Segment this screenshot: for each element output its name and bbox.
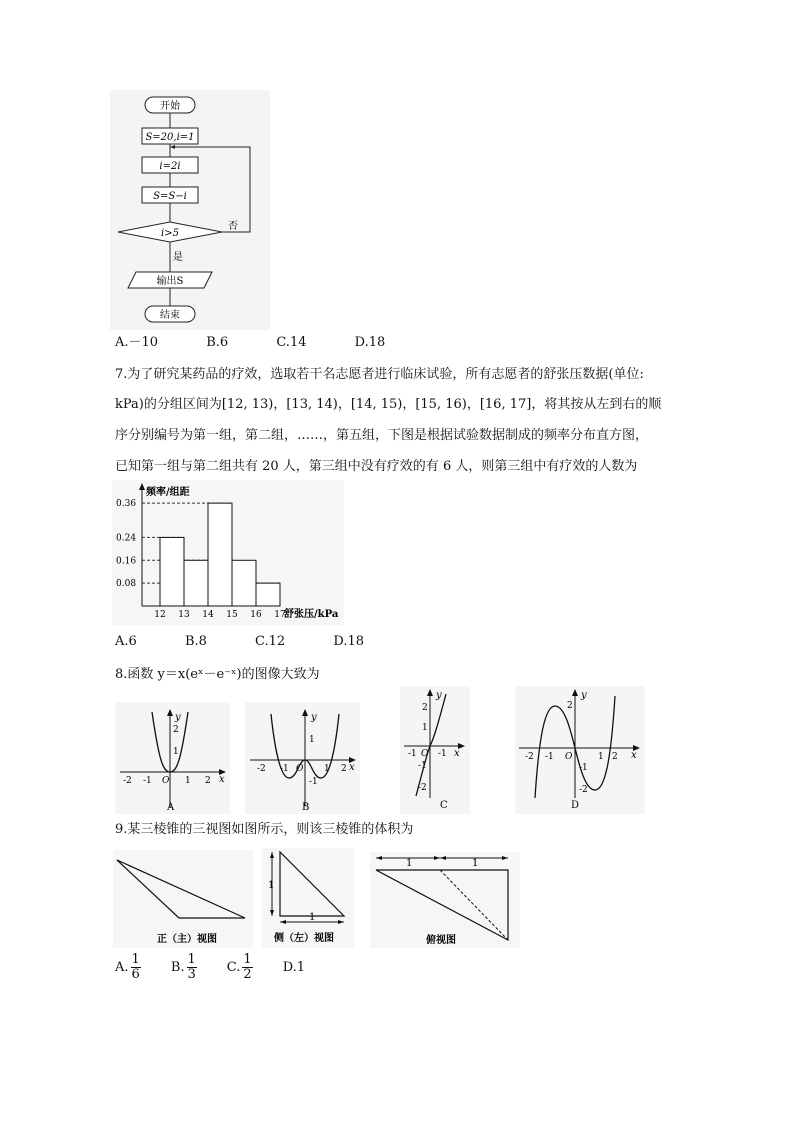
hist-xtick-label: 17	[274, 610, 286, 620]
top-view	[370, 852, 520, 948]
svg-text:O: O	[421, 749, 429, 759]
q6-option-b: B.6	[206, 335, 229, 350]
svg-text:1: 1	[268, 880, 275, 891]
svg-text:-1: -1	[579, 763, 588, 773]
flow-end-label: 结束	[160, 310, 180, 321]
q7-question	[115, 362, 785, 484]
flow-condition-label: i>5	[161, 228, 179, 239]
q9-option-a: A. $\frac{1}{6}$	[115, 952, 140, 982]
hist-bar-3	[208, 503, 232, 606]
hist-xtick-label: 12	[154, 610, 166, 620]
front-view-label: 正（主）视图	[157, 934, 217, 945]
svg-text:-1: -1	[309, 777, 318, 787]
top-view-label: 俯视图	[426, 935, 456, 946]
svg-text:y: y	[581, 690, 587, 701]
q7-line-2: kPa)的分组区间为[12, 13)，[13, 14)，[14, 15)，[15, 16)，[16, 17]，将其按从左到右的顺	[115, 397, 662, 412]
hist-xtick-label: 15	[226, 610, 238, 620]
svg-text:-1: -1	[143, 776, 152, 786]
q7-option-a: A.6	[115, 634, 137, 649]
svg-text:2: 2	[422, 703, 428, 713]
hist-xtick-label: 16	[250, 610, 262, 620]
hist-y-label: 频率/组距	[146, 487, 190, 498]
hist-bar-4	[232, 560, 256, 606]
svg-text:1: 1	[472, 858, 479, 869]
hist-xtick-label: 13	[178, 610, 190, 620]
graph-c	[400, 686, 470, 814]
hist-bar-2	[184, 560, 208, 606]
graph-a	[115, 702, 230, 814]
svg-text:2: 2	[205, 776, 211, 786]
side-view	[262, 848, 354, 948]
svg-text:1: 1	[324, 764, 330, 774]
svg-text:1: 1	[309, 735, 315, 745]
svg-text:-2: -2	[123, 776, 132, 786]
front-view	[113, 850, 253, 948]
graph-d	[515, 686, 645, 814]
flow-start-label: 开始	[160, 101, 180, 112]
svg-text:-2: -2	[525, 752, 534, 762]
svg-text:y: y	[175, 712, 181, 723]
svg-text:x: x	[349, 762, 355, 773]
svg-text:-1: -1	[545, 752, 554, 762]
svg-text:O: O	[565, 752, 573, 762]
flow-no-label: 否	[228, 221, 238, 232]
q7-option-d: D.18	[333, 634, 364, 649]
svg-text:2: 2	[341, 764, 347, 774]
flowchart	[110, 90, 270, 330]
svg-text:2: 2	[173, 725, 179, 735]
q6-option-a: A.－10	[115, 335, 159, 350]
q7-line-1: 7.为了研究某药品的疗效，选取若干名志愿者进行临床试验，所有志愿者的舒张压数据(单位:	[115, 367, 644, 382]
svg-text:-1: -1	[408, 749, 417, 759]
svg-text:O: O	[296, 764, 304, 774]
hist-bar-1	[160, 537, 184, 606]
svg-text:x: x	[631, 750, 637, 761]
flow-yes-label: 是	[173, 252, 183, 263]
hist-bar-5	[256, 583, 280, 606]
q8-question: 8.函数 y＝x(eˣ－e⁻ˣ)的图像大致为	[115, 667, 320, 682]
svg-text:-1: -1	[280, 764, 289, 774]
q6-option-d: D.18	[354, 335, 386, 350]
q9-options	[115, 953, 305, 982]
hist-ytick-label: 0.36	[116, 499, 137, 510]
graph-c-label: C	[440, 800, 448, 811]
svg-text:1: 1	[598, 752, 604, 762]
hist-x-label: 舒张压/kPa	[284, 609, 339, 620]
graph-d-label: D	[571, 800, 580, 811]
q6-options	[115, 331, 429, 350]
svg-text:1: 1	[422, 723, 428, 733]
svg-text:2: 2	[612, 752, 618, 762]
graph-b-label: B	[302, 802, 310, 813]
hist-ytick-label: 0.16	[116, 556, 137, 567]
q6-option-c: C.14	[276, 335, 307, 350]
hist-xtick-label: 14	[202, 610, 214, 620]
q9-option-b: B. $\frac{1}{3}$	[170, 952, 196, 982]
q7-option-c: C.12	[255, 634, 286, 649]
q7-option-b: B.8	[184, 634, 207, 649]
svg-text:O: O	[162, 776, 170, 786]
graph-b	[245, 702, 360, 814]
side-view-label: 侧（左）视图	[274, 933, 334, 944]
svg-text:1: 1	[173, 747, 179, 757]
flow-init-label: S=20,i=1	[145, 132, 195, 143]
svg-text:y: y	[311, 712, 317, 723]
graph-a-label: A	[167, 802, 175, 813]
q9-question: 9.某三棱锥的三视图如图所示，则该三棱锥的体积为	[115, 822, 414, 837]
svg-text:-2: -2	[579, 785, 588, 795]
svg-text:-1: -1	[438, 749, 447, 759]
svg-text:y: y	[436, 690, 442, 701]
svg-text:-1: -1	[418, 761, 427, 771]
svg-text:x: x	[454, 748, 460, 759]
hist-ytick-label: 0.08	[116, 579, 137, 590]
svg-text:-2: -2	[257, 764, 266, 774]
hist-ytick-label: 0.24	[116, 533, 137, 544]
svg-text:-2: -2	[418, 783, 427, 793]
svg-text:1: 1	[406, 858, 413, 869]
svg-text:1: 1	[185, 776, 191, 786]
svg-text:1: 1	[309, 912, 316, 923]
q9-option-d: D.1	[282, 960, 306, 975]
frequency-histogram	[112, 480, 344, 625]
q7-line-4: 已知第一组与第二组共有 20 人，第三组中没有疗效的有 6 人，则第三组中有疗效的人数为	[115, 459, 638, 474]
q7-options	[115, 634, 408, 649]
flow-step-double-i-label: i=2i	[159, 161, 181, 172]
flow-output-label: 输出S	[156, 276, 184, 287]
q7-line-3: 序分别编号为第一组，第二组，……，第五组，下图是根据试验数据制成的频率分布直方图，	[115, 428, 649, 443]
svg-text:x: x	[219, 774, 225, 785]
q9-option-c: C. $\frac{1}{2}$	[226, 952, 252, 982]
flow-step-subtract-label: S=S−i	[153, 191, 187, 202]
svg-text:2: 2	[567, 701, 573, 711]
